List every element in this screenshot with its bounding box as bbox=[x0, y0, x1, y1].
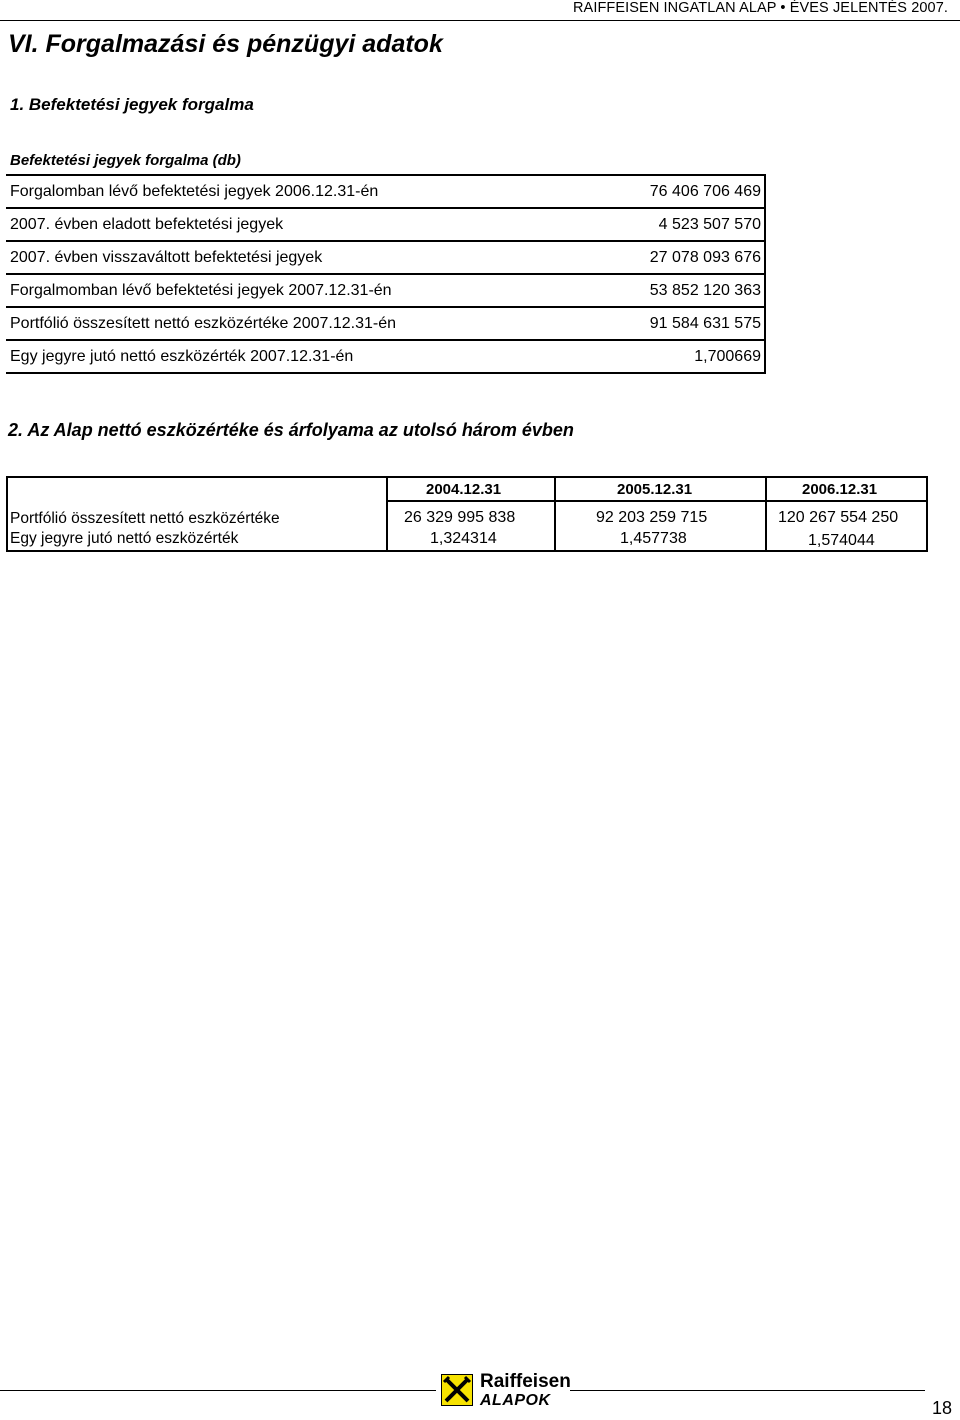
row-label: Portfólió összesített nettó eszközértéke bbox=[10, 510, 280, 527]
row-value: 91 584 631 575 bbox=[589, 307, 765, 340]
column-header: 2006.12.31 bbox=[802, 481, 878, 498]
footer-rule-right bbox=[570, 1390, 925, 1391]
footer-rule-left bbox=[0, 1390, 436, 1391]
section-title: VI. Forgalmazási és pénzügyi adatok bbox=[8, 30, 443, 58]
column-header: 2004.12.31 bbox=[426, 481, 502, 498]
units-turnover-table bbox=[6, 174, 766, 374]
column-divider bbox=[554, 478, 556, 550]
three-year-table bbox=[6, 476, 928, 552]
row-label: 2007. évben visszaváltott befektetési jegyek bbox=[6, 241, 589, 274]
running-header: RAIFFEISEN INGATLAN ALAP • ÉVES JELENTÉS 2007. bbox=[572, 0, 948, 16]
table-row bbox=[6, 208, 765, 241]
row-value: 1,700669 bbox=[589, 340, 765, 373]
table-row bbox=[6, 241, 765, 274]
table-row bbox=[6, 307, 765, 340]
table-cell: 1,324314 bbox=[430, 530, 497, 547]
row-label: 2007. évben eladott befektetési jegyek bbox=[6, 208, 589, 241]
subsection-title-1: 1. Befektetési jegyek forgalma bbox=[10, 95, 254, 114]
table-caption: Befektetési jegyek forgalma (db) bbox=[10, 152, 241, 169]
row-label: Egy jegyre jutó nettó eszközérték bbox=[10, 530, 239, 547]
table-cell: 1,457738 bbox=[620, 530, 687, 547]
row-label: Egy jegyre jutó nettó eszközérték 2007.12.31-én bbox=[6, 340, 589, 373]
table-cell: 26 329 995 838 bbox=[404, 509, 516, 526]
logo-text-alapok: ALAPOK bbox=[480, 1392, 551, 1409]
table-row bbox=[6, 175, 765, 208]
logo-text-raiffeisen: Raiffeisen bbox=[480, 1371, 571, 1392]
row-value: 27 078 093 676 bbox=[589, 241, 765, 274]
row-value: 53 852 120 363 bbox=[589, 274, 765, 307]
header-divider bbox=[388, 500, 926, 502]
table-cell: 120 267 554 250 bbox=[778, 509, 899, 526]
row-label: Portfólió összesített nettó eszközértéke 2007.12.31-én bbox=[6, 307, 589, 340]
column-header: 2005.12.31 bbox=[617, 481, 693, 498]
page-number: 18 bbox=[931, 1398, 952, 1418]
row-label: Forgalmomban lévő befektetési jegyek 2007.12.31-én bbox=[6, 274, 589, 307]
column-divider bbox=[765, 478, 767, 550]
row-value: 4 523 507 570 bbox=[589, 208, 765, 241]
table-row bbox=[6, 274, 765, 307]
header-rule bbox=[0, 20, 960, 21]
table-row bbox=[6, 340, 765, 373]
table-cell: 92 203 259 715 bbox=[596, 509, 708, 526]
raiffeisen-logo-icon bbox=[441, 1374, 473, 1406]
column-divider bbox=[386, 478, 388, 550]
row-label: Forgalomban lévő befektetési jegyek 2006.12.31-én bbox=[6, 175, 589, 208]
table-cell: 1,574044 bbox=[808, 532, 875, 549]
subsection-title-2: 2. Az Alap nettó eszközértéke és árfolyama az utolsó három évben bbox=[8, 420, 574, 440]
row-value: 76 406 706 469 bbox=[589, 175, 765, 208]
